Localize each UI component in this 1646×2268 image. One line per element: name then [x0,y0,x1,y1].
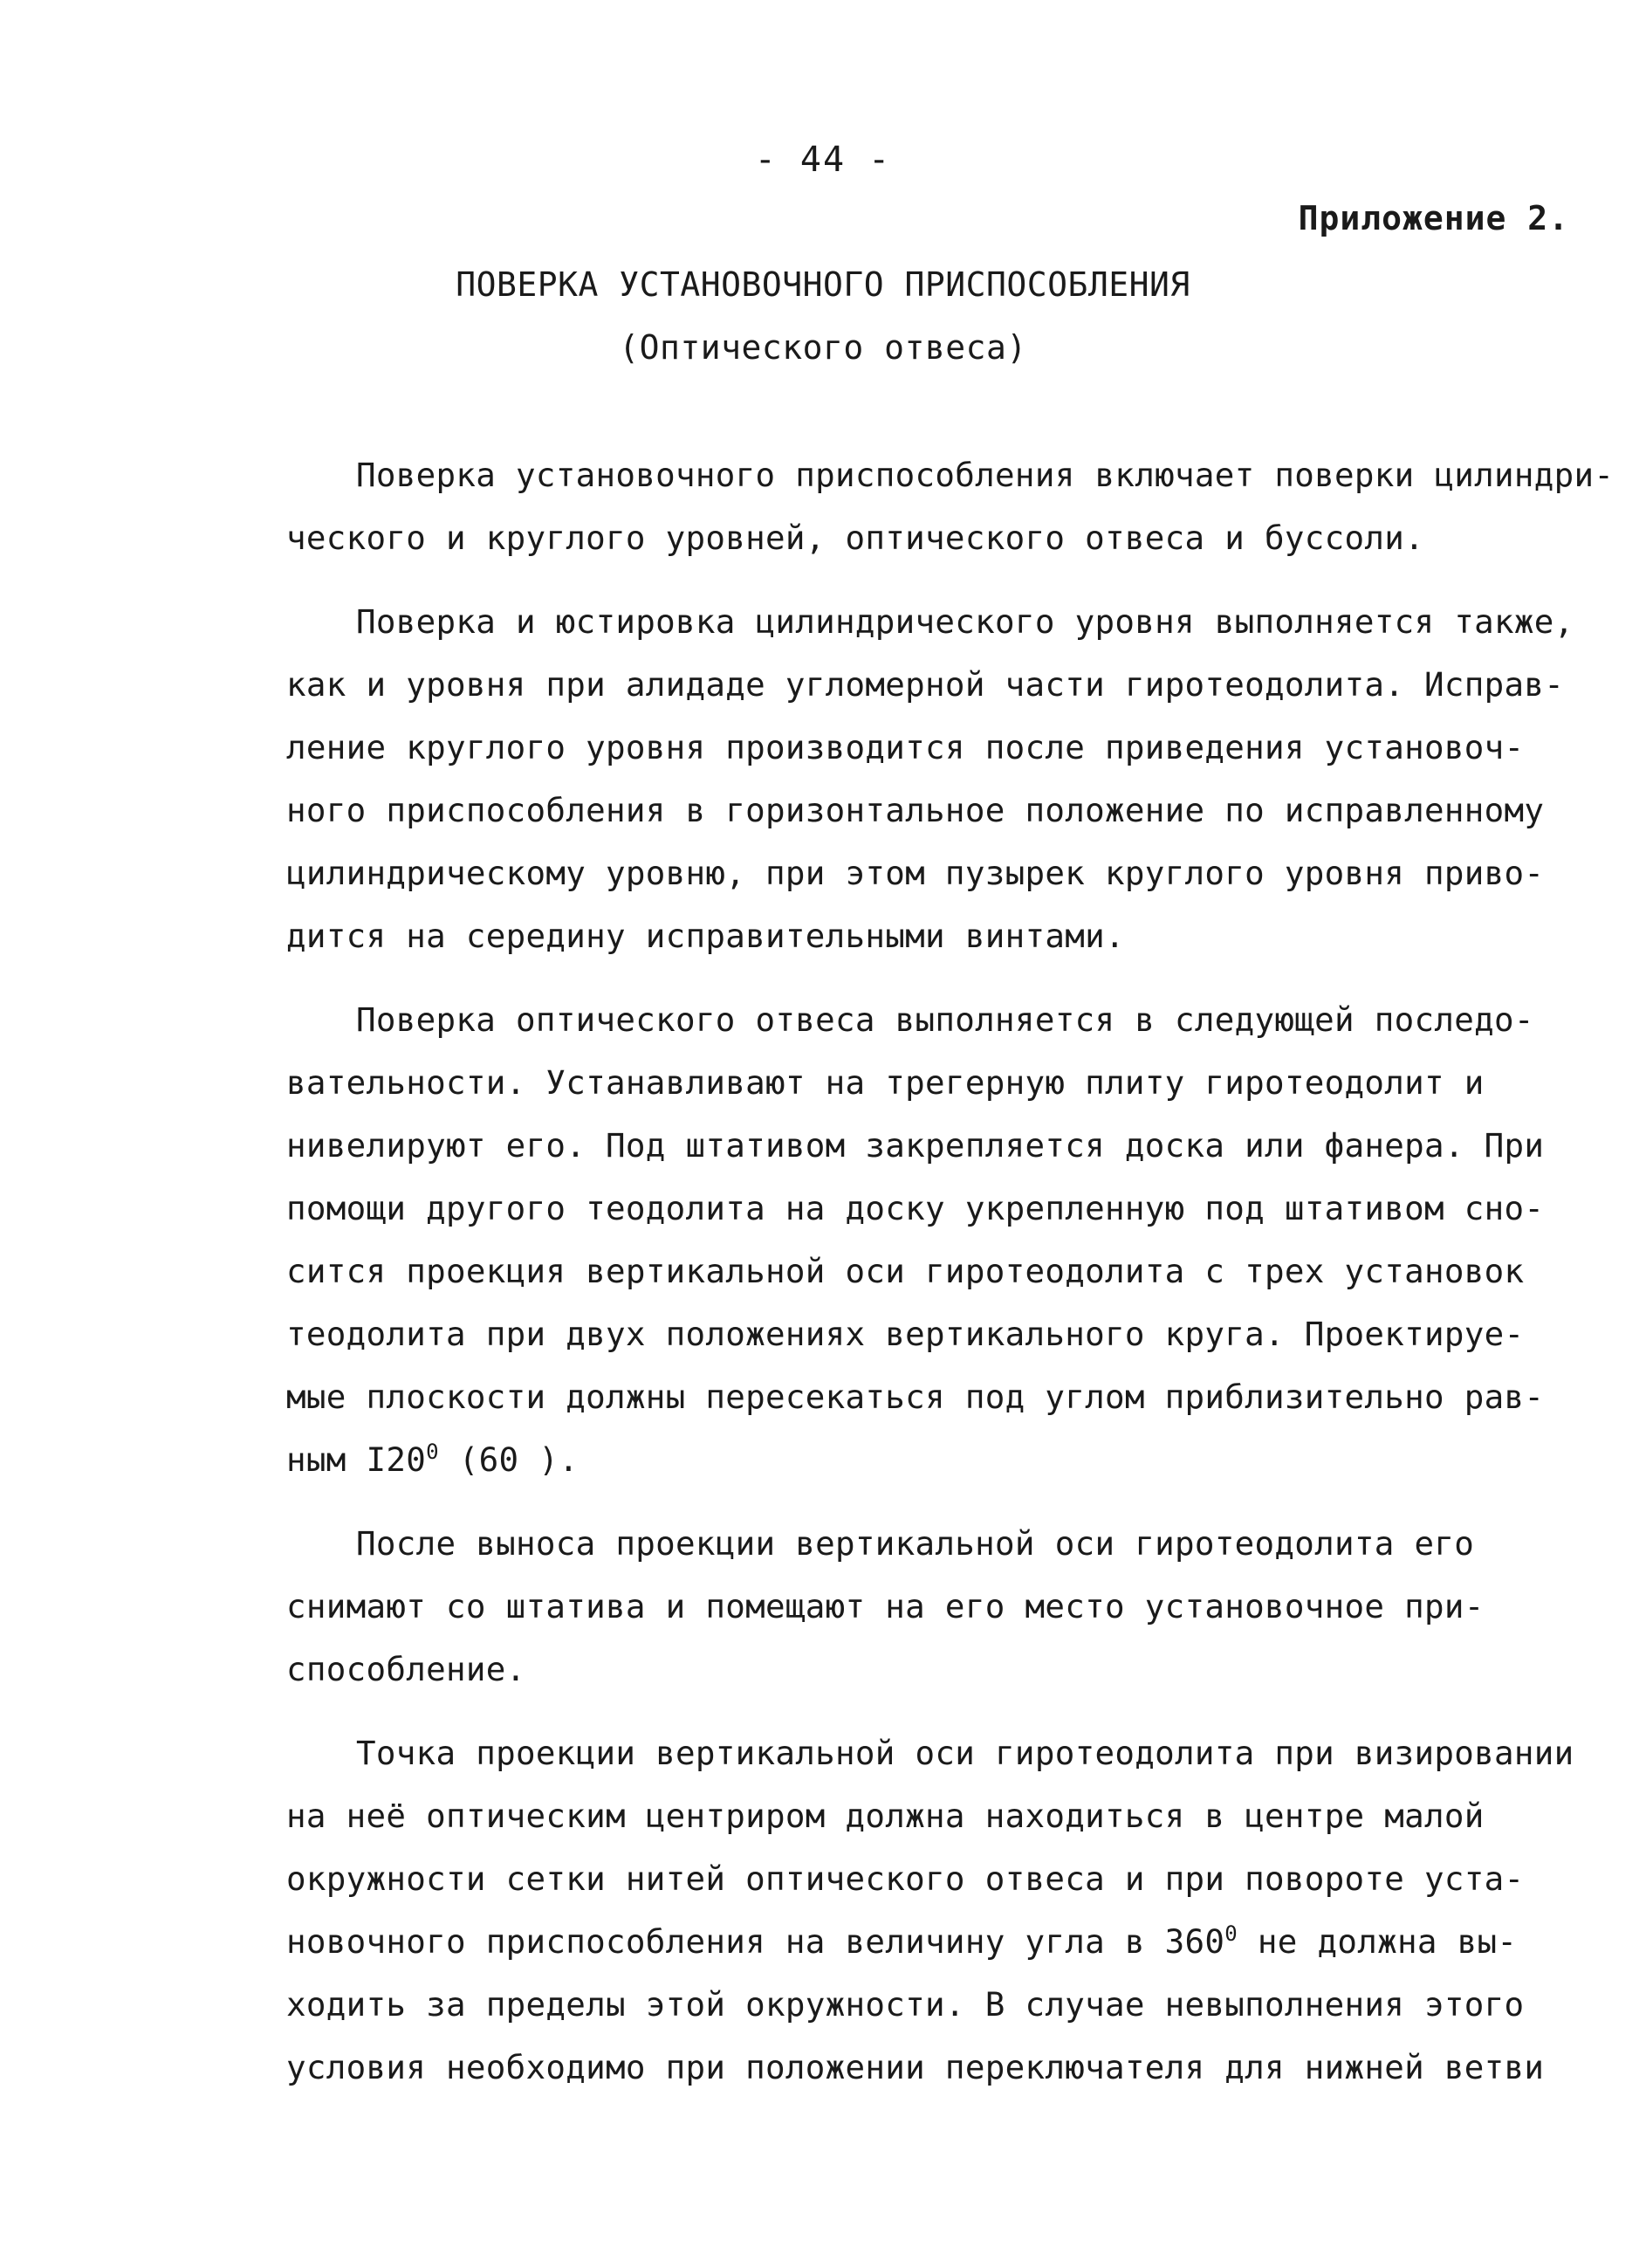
page-number: - 44 - [754,140,892,180]
text-fragment: (60 ). [438,1440,580,1479]
appendix-label: Приложение 2. [1298,199,1569,237]
paragraph-3 [286,988,1578,1491]
paragraph-4 [286,1512,1578,1701]
document-title: ПОВЕРКА УСТАНОВОЧНОГО ПРИСПОСОБЛЕНИЯ [456,265,1190,304]
degree-superscript: 0 [426,1440,439,1464]
text-line: на неё оптическим центриром должна находиться в центре малой [286,1797,1485,1835]
text-line: помощи другого теодолита на доску укрепленную под штативом сно- [286,1189,1545,1227]
text-fragment: не должна вы- [1237,1922,1518,1961]
text-line: вательности. Устанавливают на трегерную плиту гиротеодолит и [286,1063,1485,1102]
body-text [286,443,1615,2120]
text-line: дится на середину исправительными винтами. [286,917,1125,955]
text-line: как и уровня при алидаде угломерной части гиротеодолита. Исправ- [286,665,1565,704]
text-fragment: ным I20 [286,1440,427,1479]
text-fragment: новочного приспособления на величину угла в 360 [286,1922,1225,1961]
text-line: способление. [286,1650,526,1688]
text-line: Поверка установочного приспособления включает поверки цилиндри- [356,456,1615,494]
document-subtitle: (Оптического отвеса) [619,328,1027,367]
text-line-with-superscript [286,1428,1578,1491]
paragraph-1 [286,443,1615,569]
text-line: сится проекция вертикальной оси гиротеодолита с трех установок [286,1252,1525,1290]
text-line: мые плоскости должны пересекаться под углом приблизительно рав- [286,1378,1545,1416]
degree-superscript: 0 [1224,1921,1238,1946]
text-line: ного приспособления в горизонтальное положение по исправленному [286,791,1545,829]
paragraph-5 [286,1722,1578,2099]
paragraph-2 [286,590,1578,967]
text-line: ление круглого уровня производится после приведения установоч- [286,728,1525,766]
text-line: Поверка оптического отвеса выполняется в следующей последо- [356,1000,1534,1039]
text-line: ческого и круглого уровней, оптического отвеса и буссоли. [286,519,1424,557]
text-line: цилиндрическому уровню, при этом пузырек круглого уровня приво- [286,854,1545,892]
text-line: теодолита при двух положениях вертикального круга. Проектируе- [286,1315,1525,1353]
text-line: ходить за пределы этой окружности. В случае невыполнения этого [286,1985,1525,2024]
text-line-with-superscript [286,1910,1578,1973]
text-line: окружности сетки нитей оптического отвеса и при повороте уста- [286,1859,1525,1898]
text-line: После выноса проекции вертикальной оси гиротеодолита его [356,1524,1475,1563]
text-line: Поверка и юстировка цилиндрического уровня выполняется также, [356,602,1574,641]
text-line: снимают со штатива и помещают на его место установочное при- [286,1587,1485,1625]
text-line: условия необходимо при положении переключателя для нижней ветви [286,2048,1545,2086]
text-line: нивелируют его. Под штативом закрепляется доска или фанера. При [286,1126,1545,1165]
text-line: Точка проекции вертикальной оси гиротеодолита при визировании [356,1734,1574,1772]
